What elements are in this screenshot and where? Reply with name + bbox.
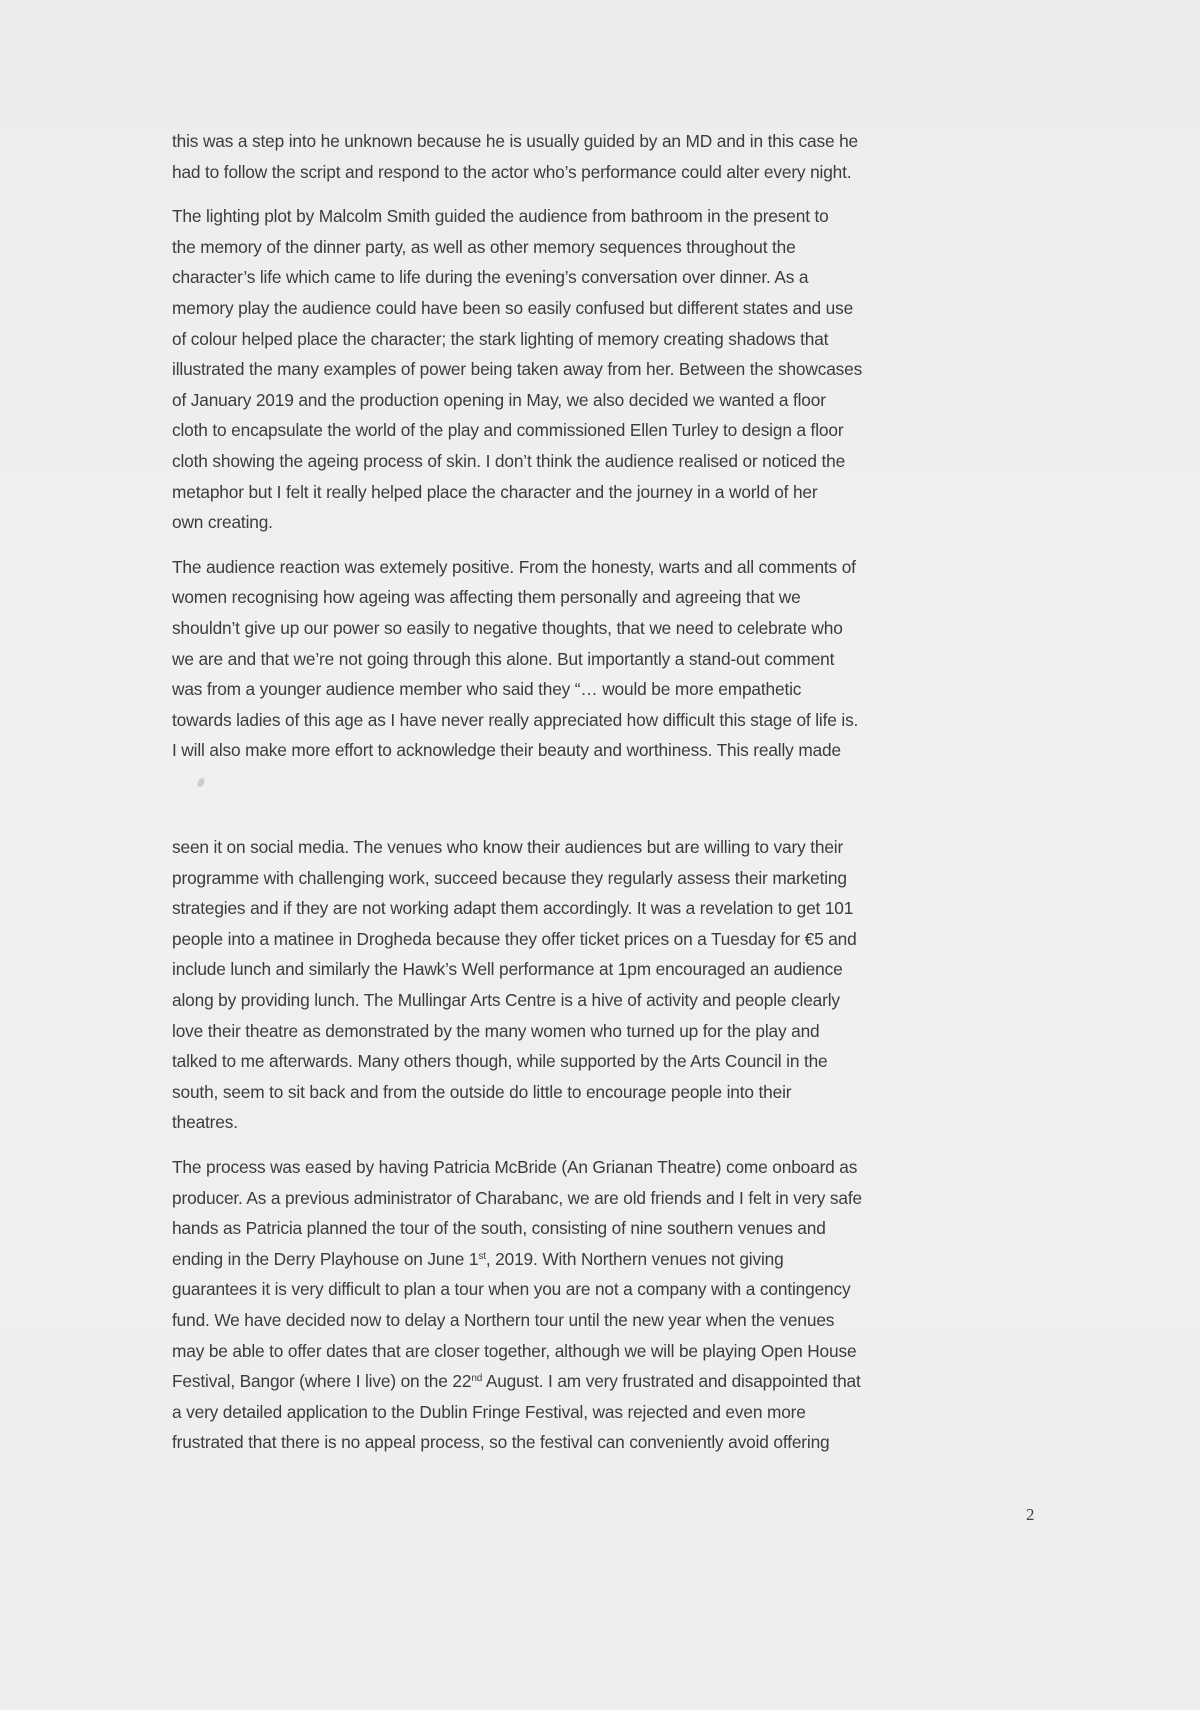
bottom-text-block: [172, 832, 1052, 1458]
paragraph: [172, 126, 1052, 187]
paragraph: [172, 832, 1052, 1138]
text-line: of January 2019 and the production opening in May, we also decided we wanted a floor: [172, 389, 826, 410]
text-line: south, seem to sit back and from the outside do little to encourage people into their: [172, 1081, 792, 1102]
text-line: I will also make more effort to acknowledge their beauty and worthiness. This really made: [172, 740, 841, 761]
text-line: had to follow the script and respond to the actor who’s performance could alter every night.: [172, 161, 852, 182]
text-line: cloth showing the ageing process of skin. I don’t think the audience realised or noticed the: [172, 450, 846, 471]
paragraph: [172, 552, 1052, 766]
text-line: The process was eased by having Patricia McBride (An Grianan Theatre) come onboard as: [172, 1156, 858, 1177]
text-line: Festival, Bangor (where I live) on the 22nd August. I am very frustrated and disappointed that: [172, 1371, 861, 1392]
text-line: character’s life which came to life during the evening’s conversation over dinner. As a: [172, 267, 809, 288]
text-line: seen it on social media. The venues who know their audiences but are willing to vary their: [172, 837, 844, 857]
text-line: The audience reaction was extemely positive. From the honesty, warts and all comments of: [172, 556, 856, 577]
text-line: along by providing lunch. The Mullingar Arts Centre is a hive of activity and people clearly: [172, 989, 840, 1010]
text-line: women recognising how ageing was affecting them personally and agreeing that we: [172, 587, 801, 608]
text-line: frustrated that there is no appeal process, so the festival can conveniently avoid offering: [172, 1432, 830, 1453]
text-line: ending in the Derry Playhouse on June 1st, 2019. With Northern venues not giving: [172, 1248, 784, 1269]
text-line: programme with challenging work, succeed because they regularly assess their marketing: [172, 867, 847, 888]
text-line: we are and that we’re not going through this alone. But importantly a stand-out comment: [172, 648, 835, 669]
text-line: cloth to encapsulate the world of the play and commissioned Ellen Turley to design a floor: [172, 420, 844, 441]
text-line: hands as Patricia planned the tour of the south, consisting of nine southern venues and: [172, 1218, 826, 1239]
top-text-block: [172, 126, 1052, 766]
text-line: include lunch and similarly the Hawk’s Well performance at 1pm encouraged an audience: [172, 959, 843, 980]
text-line: guarantees it is very difficult to plan a tour when you are not a company with a contingency: [172, 1279, 851, 1300]
text-line: may be able to offer dates that are closer together, although we will be playing Open House: [172, 1340, 857, 1361]
text-line: illustrated the many examples of power being taken away from her. Between the showcases: [172, 359, 863, 380]
text-line: talked to me afterwards. Many others though, while supported by the Arts Council in the: [172, 1051, 828, 1072]
text-line: producer. As a previous administrator of Charabanc, we are old friends and I felt in very safe: [172, 1187, 863, 1208]
text-line: theatres.: [172, 1112, 238, 1133]
paragraph: [172, 1152, 1052, 1458]
page-number: 2: [1026, 1505, 1035, 1524]
text-line: fund. We have decided now to delay a Northern tour until the new year when the venues: [172, 1309, 835, 1330]
paragraph: [172, 201, 1052, 538]
text-line: people into a matinee in Drogheda because they offer ticket prices on a Tuesday for €5 and: [172, 928, 857, 949]
text-line: was from a younger audience member who said they “… would be more empathetic: [172, 679, 802, 700]
text-line: strategies and if they are not working adapt them accordingly. It was a revelation to get 101: [172, 898, 854, 919]
text-line: shouldn’t give up our power so easily to negative thoughts, that we need to celebrate who: [172, 617, 843, 638]
text-line: love their theatre as demonstrated by the many women who turned up for the play and: [172, 1020, 820, 1041]
text-line: memory play the audience could have been so easily confused but different states and use: [172, 297, 854, 318]
text-line: The lighting plot by Malcolm Smith guided the audience from bathroom in the present to: [172, 206, 829, 227]
text-line: this was a step into he unknown because he is usually guided by an MD and in this case he: [172, 131, 859, 151]
text-line: own creating.: [172, 512, 273, 533]
text-line: metaphor but I felt it really helped place the character and the journey in a world of her: [172, 481, 818, 502]
text-line: towards ladies of this age as I have never really appreciated how difficult this stage of life is.: [172, 709, 859, 730]
text-line: a very detailed application to the Dublin Fringe Festival, was rejected and even more: [172, 1401, 806, 1422]
scan-speck: [196, 777, 205, 788]
text-line: the memory of the dinner party, as well as other memory sequences throughout the: [172, 236, 796, 257]
text-line: of colour helped place the character; the stark lighting of memory creating shadows that: [172, 328, 829, 349]
